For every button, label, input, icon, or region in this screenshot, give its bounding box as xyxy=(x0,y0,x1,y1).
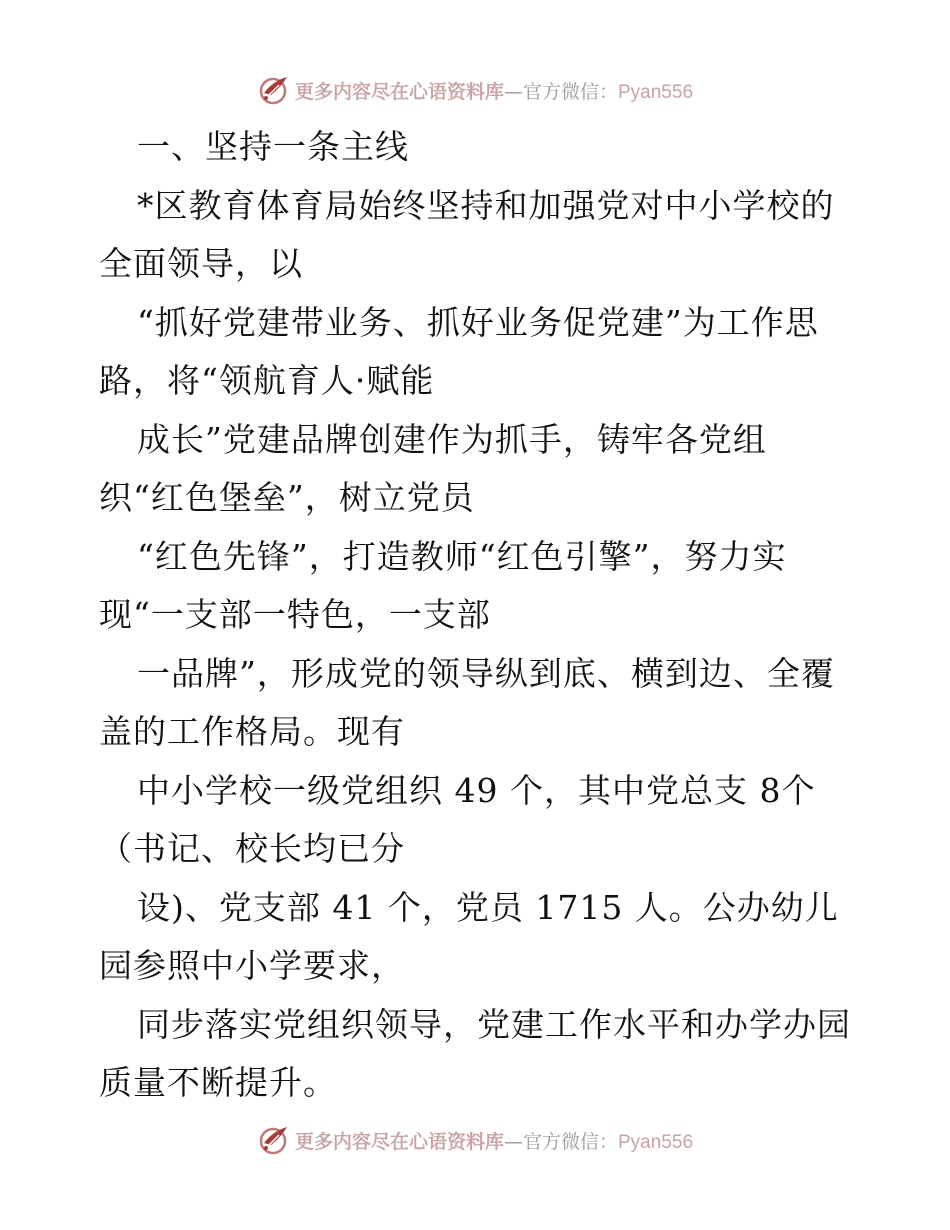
header-banner xyxy=(0,70,950,110)
body-line: 成长”党建品牌创建作为抓手，铸牢各党组 xyxy=(137,420,767,459)
body-line: 现“一支部一特色，一支部 xyxy=(99,595,491,634)
body-line: 一品牌”，形成党的领导纵到底、横到边、全覆 xyxy=(137,654,835,693)
banner-wechat-label: 官方微信： xyxy=(522,1130,618,1153)
body-line: *区教育体育局始终坚持和加强党对中小学校的 xyxy=(137,186,835,225)
body-line: 中小学校一级党组织 49 个，其中党总支 8个 xyxy=(137,771,816,810)
body-line: 全面领导，以 xyxy=(99,244,303,283)
body-line: “红色先锋”，打造教师“红色引擎”，努力实 xyxy=(137,537,787,576)
quill-logo-icon xyxy=(257,73,291,107)
body-line: 园参照中小学要求， xyxy=(99,946,405,985)
body-line: 路，将“领航育人·赋能 xyxy=(99,361,435,400)
body-line: 盖的工作格局。现有 xyxy=(99,712,405,751)
banner-wechat-label: 官方微信： xyxy=(522,80,618,103)
footer-banner xyxy=(0,1120,950,1160)
banner-main-text: 更多内容尽在心语资料库 xyxy=(294,1130,504,1153)
body-line: 织“红色堡垒”，树立党员 xyxy=(99,478,475,517)
body-line: （书记、校长均已分 xyxy=(99,829,405,868)
quill-logo-icon xyxy=(257,1123,291,1157)
banner-main-text: 更多内容尽在心语资料库 xyxy=(294,80,504,103)
body-line: 质量不断提升。 xyxy=(99,1063,337,1102)
section-heading: 一、坚持一条主线 xyxy=(137,127,409,166)
body-line: 同步落实党组织领导，党建工作水平和办学办园 xyxy=(137,1005,851,1044)
body-line: 设)、党支部 41 个，党员 1715 人。公办幼儿 xyxy=(137,888,839,927)
body-line: “抓好党建带业务、抓好业务促党建”为工作思 xyxy=(137,303,819,342)
banner-separator: — xyxy=(503,80,523,103)
banner-wechat-id: Pyan556 xyxy=(618,81,694,103)
banner-wechat-id: Pyan556 xyxy=(618,1131,694,1153)
banner-separator: — xyxy=(503,1130,523,1153)
